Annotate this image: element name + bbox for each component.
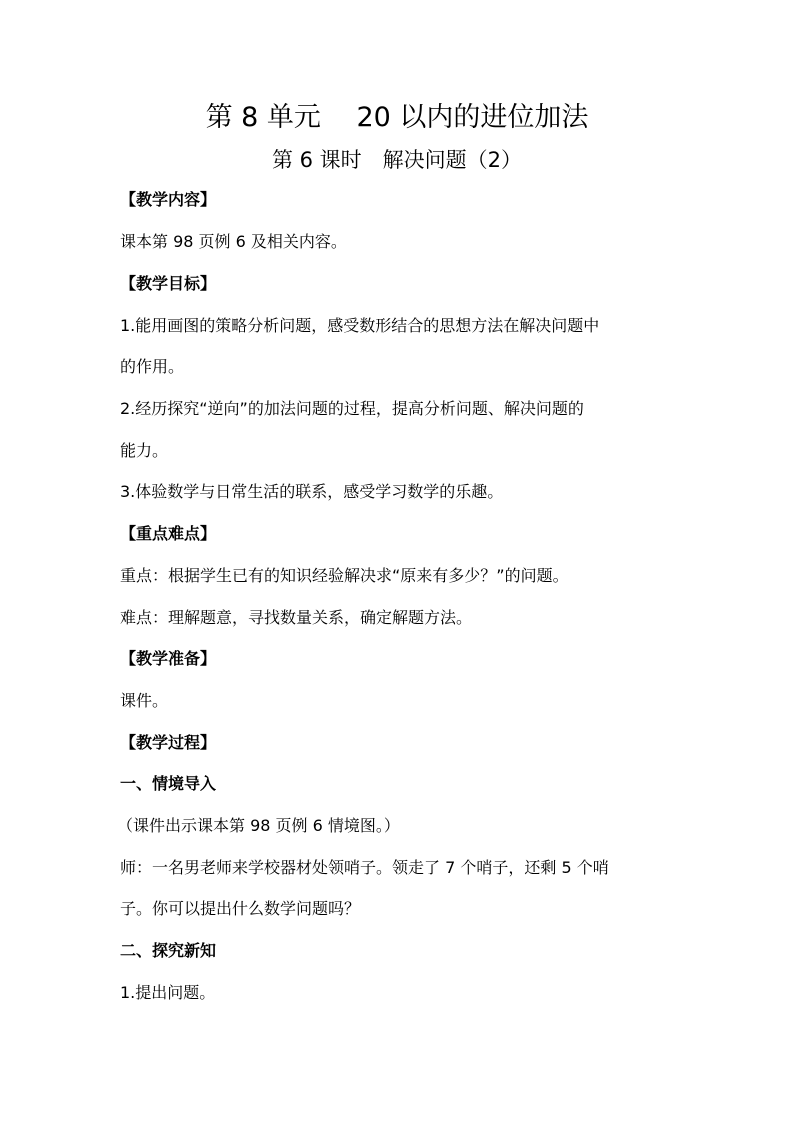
page-title: 第 8 单元 20 以内的进位加法 [205, 102, 589, 133]
goal-3: 3.体验数学与日常生活的联系，感受学习数学的乐趣。 [120, 482, 504, 501]
part-1-heading: 一、情境导入 [120, 774, 217, 793]
goal-1-line-2: 的作用。 [120, 357, 185, 376]
section-heading-content: 【教学内容】 [120, 190, 217, 209]
preparation-text: 课件。 [120, 691, 169, 710]
section-heading-key-points: 【重点难点】 [120, 524, 217, 543]
section-heading-process: 【教学过程】 [120, 733, 217, 752]
difficult-point-text: 难点：理解题意，寻找数量关系，确定解题方法。 [120, 608, 473, 627]
part-2-item-1: 1.提出问题。 [120, 983, 216, 1002]
part-1-teacher-line-1: 师：一名男老师来学校器材处领哨子。领走了 7 个哨子，还剩 5 个哨 [120, 858, 609, 877]
page-subtitle: 第 6 课时 解决问题（2） [271, 148, 523, 172]
section-heading-preparation: 【教学准备】 [120, 649, 217, 668]
part-1-note: （课件出示课本第 98 页例 6 情境图。） [117, 816, 400, 835]
section-heading-goals: 【教学目标】 [120, 274, 217, 293]
goal-2-line-2: 能力。 [120, 441, 169, 460]
part-2-heading: 二、探究新知 [120, 941, 217, 960]
goal-2-line-1: 2.经历探究“逆向”的加法问题的过程，提高分析问题、解决问题的 [120, 399, 584, 418]
part-1-teacher-line-2: 子。你可以提出什么数学问题吗？ [120, 899, 361, 918]
key-point-text: 重点：根据学生已有的知识经验解决求“原来有多少？”的问题。 [120, 566, 569, 585]
content-text: 课本第 98 页例 6 及相关内容。 [120, 232, 347, 251]
goal-1-line-1: 1.能用画图的策略分析问题，感受数形结合的思想方法在解决问题中 [120, 316, 600, 335]
